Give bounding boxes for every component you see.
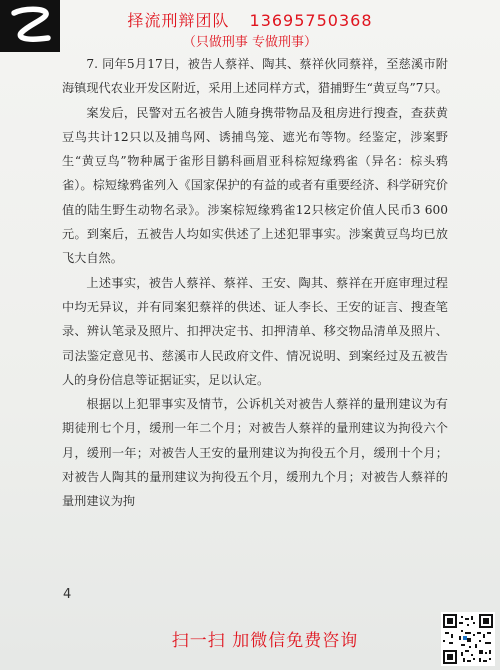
paragraph: 根据以上犯罪事实及情节，公诉机关对被告人蔡祥的量刑建议为有期徒刑七个月，缓刑一年二个月；对被告人蔡祥的量刑建议为拘役六个月，缓刑一年；对被告人王安的量刑建议为拘役五个月，缓刑十个月；对被告人陶其的量刑建议为拘役五个月，缓刑九个月；对被告人蔡祥的量刑建议为拘 — [62, 397, 448, 509]
firm-name: 择流刑辩团队 — [127, 11, 230, 30]
phone-number: 13695750368 — [249, 11, 373, 30]
paragraph: 上述事实，被告人蔡祥、蔡祥、王安、陶其、蔡祥在开庭审理过程中均无异议，并有同案犯蔡祥的供述、证人李长、王安的证言、搜查笔录、辨认笔录及照片、扣押决定书、扣押清单、移交物品清单及照片、司法鉴定意见书、慈溪市人民政府文件、情况说明、到案经过及五被告人的身份信息等证据证实，足以认定。 — [62, 275, 448, 387]
wechat-cta: 扫一扫 加微信免费咨询 — [171, 631, 359, 651]
qr-code-icon[interactable] — [441, 612, 495, 666]
page-number: 4 — [63, 587, 72, 602]
document-body — [62, 52, 448, 514]
firm-banner — [0, 8, 500, 31]
paragraph: 案发后，民警对五名被告人随身携带物品及租房进行搜查，查获黄豆鸟共计12只以及捕鸟网、诱捕鸟笼、遮光布等物。经鉴定，涉案野生“黄豆鸟”物种属于雀形目鹟科画眉亚科棕短缘鸦雀（异名：棕头鸦雀）。棕短缘鸦雀列入《国家保护的有益的或者有重要经济、科学研究价值的陆生野生动物名录》。涉案棕短缘鸦雀12只核定价值人民币3 600元。到案后，五被告人均如实供述了上述犯罪事实。涉案黄豆鸟均已放飞大自然。 — [62, 105, 448, 266]
paragraph: 7. 同年5月17日，被告人蔡祥、陶其、蔡祥伙同蔡祥，至慈溪市附海镇现代农业开发区附近，采用上述同样方式，猎捕野生“黄豆鸟”7只。 — [62, 57, 448, 96]
firm-tagline: （只做刑事 专做刑事） — [182, 35, 318, 50]
